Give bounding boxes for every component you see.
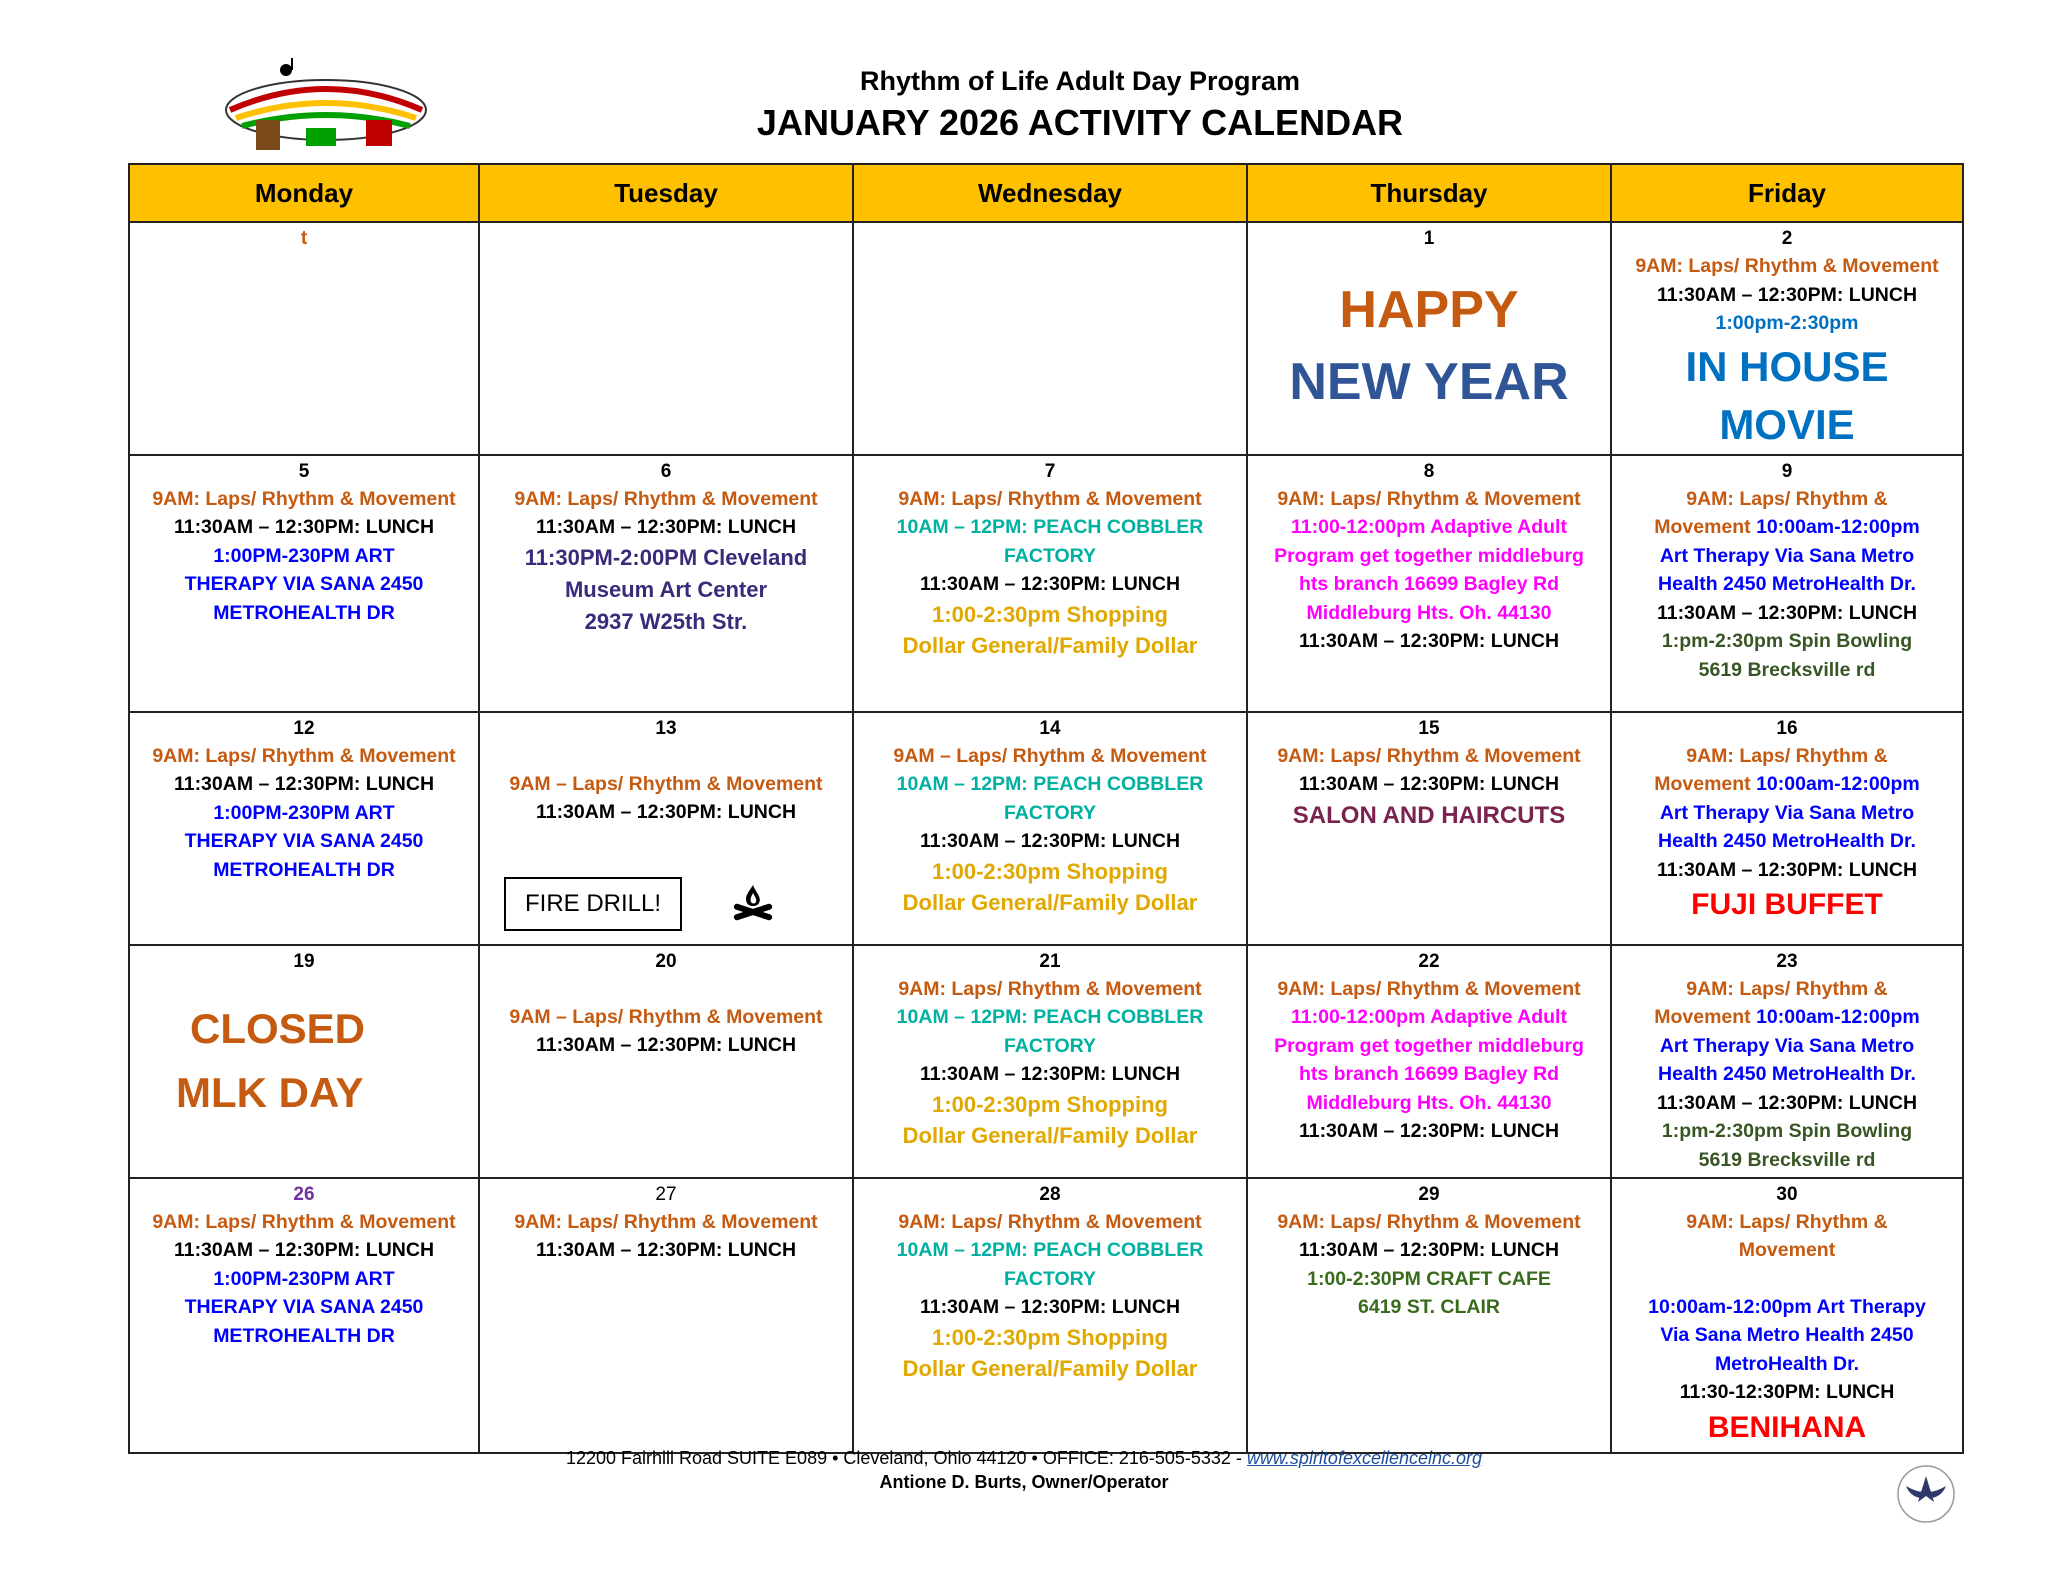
- activity-line: 9AM: Laps/ Rhythm & Movement: [898, 1210, 1202, 1233]
- weekday-wednesday: Wednesday: [853, 164, 1247, 222]
- activity-line: Movement: [1654, 773, 1751, 795]
- day-cell-empty: [479, 222, 853, 455]
- day-cell: [129, 945, 479, 1178]
- activity-line: Via Sana Metro Health 2450: [1660, 1324, 1914, 1346]
- activity-line: 11:30AM – 12:30PM: LUNCH: [1656, 858, 1918, 881]
- activity-line: 1:00-2:30pm Shopping: [932, 1324, 1168, 1350]
- day-number: 30: [1776, 1183, 1798, 1205]
- day-cell: [1611, 945, 1963, 1178]
- day-number: 23: [1776, 950, 1798, 972]
- day-cell: [479, 945, 853, 1178]
- calendar-title: JANUARY 2026 ACTIVITY CALENDAR: [756, 102, 1404, 143]
- activity-line: 11:30AM – 12:30PM: LUNCH: [1298, 1239, 1560, 1261]
- activity-line: 11:30AM – 12:30PM: LUNCH: [919, 830, 1181, 852]
- owner-line: Antione D. Burts, Owner/Operator: [879, 1472, 1169, 1492]
- activity-highlight: BENIHANA: [1707, 1410, 1867, 1444]
- activity-line: 11:30PM-2:00PM Cleveland: [524, 544, 808, 570]
- activity-line: 5619 Brecksville rd: [1698, 658, 1876, 681]
- activity-line: 9AM: Laps/ Rhythm & Movement: [1635, 255, 1939, 277]
- campfire-icon: [730, 883, 776, 925]
- activity-line: 11:30AM – 12:30PM: LUNCH: [1298, 1120, 1560, 1142]
- activity-line: 9AM: Laps/ Rhythm & Movement: [152, 744, 456, 767]
- activity-line: 1:00PM-230PM ART: [213, 544, 395, 567]
- activity-line: Health 2450 MetroHealth Dr.: [1658, 830, 1916, 852]
- activity-line: 11:30AM – 12:30PM: LUNCH: [535, 1239, 797, 1261]
- activity-line: Art Therapy Via Sana Metro: [1659, 801, 1915, 824]
- day-number: 8: [1423, 460, 1435, 482]
- activity-line: 11:30AM – 12:30PM: LUNCH: [919, 1063, 1181, 1085]
- activity-line: 9AM: Laps/ Rhythm & Movement: [1277, 487, 1581, 510]
- activity-highlight: IN HOUSE: [1685, 342, 1889, 390]
- day-cell: [479, 1178, 853, 1453]
- activity-line: 1:pm-2:30pm Spin Bowling: [1661, 1120, 1913, 1142]
- org-title: Rhythm of Life Adult Day Program: [859, 66, 1301, 96]
- activity-line: Dollar General/Family Dollar: [902, 889, 1198, 915]
- activity-line: 1:00-2:30pm Shopping: [932, 601, 1168, 627]
- day-cell: [1247, 222, 1611, 455]
- day-number: 6: [660, 460, 672, 482]
- day-number: 2: [1781, 228, 1793, 249]
- activity-line: 11:30AM – 12:30PM: LUNCH: [173, 1239, 435, 1261]
- activity-line: 11:30AM – 12:30PM: LUNCH: [1298, 773, 1560, 795]
- activity-line: Art Therapy Via Sana Metro: [1659, 1034, 1915, 1057]
- activity-line: Dollar General/Family Dollar: [902, 1355, 1198, 1381]
- activity-line: Museum Art Center: [564, 576, 768, 602]
- activity-line: Dollar General/Family Dollar: [902, 1122, 1198, 1148]
- activity-line: 11:00-12:00pm Adaptive Adult: [1291, 1006, 1567, 1028]
- activity-line: 11:30AM – 12:30PM: LUNCH: [1656, 283, 1918, 306]
- day-number: 1: [1423, 228, 1435, 249]
- activity-line: Movement: [1738, 1239, 1836, 1261]
- weekday-monday: Monday: [129, 164, 479, 222]
- activity-line: 1:00PM-230PM ART: [213, 1267, 395, 1290]
- activity-line: 11:30AM – 12:30PM: LUNCH: [173, 773, 435, 795]
- activity-line: 1:00pm-2:30pm: [1715, 312, 1859, 334]
- activity-line: 9AM: Laps/ Rhythm & Movement: [152, 1210, 456, 1233]
- day-number: 5: [298, 460, 310, 482]
- activity-line: 11:30AM – 12:30PM: LUNCH: [1656, 601, 1918, 624]
- activity-line: 11:30AM – 12:30PM: LUNCH: [919, 573, 1181, 595]
- activity-line: THERAPY VIA SANA 2450: [184, 830, 424, 852]
- activity-line: Program get together middleburg: [1274, 544, 1584, 567]
- activity-line: 10:00am-12:00pm: [1756, 1006, 1920, 1028]
- day-number: 7: [1044, 460, 1056, 482]
- activity-line: 2937 W25th Str.: [584, 608, 748, 634]
- day-number: 28: [1039, 1183, 1061, 1205]
- day-number: 20: [655, 950, 677, 972]
- activity-line: 9AM – Laps/ Rhythm & Movement: [893, 744, 1207, 767]
- activity-line: 10AM – 12PM: PEACH COBBLER: [896, 1006, 1204, 1028]
- activity-line: 11:30AM – 12:30PM: LUNCH: [1298, 630, 1560, 652]
- day-cell: [853, 712, 1247, 945]
- day-cell: [1611, 222, 1963, 455]
- activity-line: FACTORY: [1003, 1034, 1097, 1057]
- activity-line: 9AM: Laps/ Rhythm &: [1686, 487, 1888, 510]
- day-cell: [853, 1178, 1247, 1453]
- excellence-seal-icon: [1896, 1462, 1956, 1526]
- day-cell: [1611, 455, 1963, 712]
- activity-line: 9AM: Laps/ Rhythm & Movement: [1277, 1210, 1581, 1233]
- day-number: 16: [1776, 717, 1798, 739]
- day-cell-empty: [853, 222, 1247, 455]
- activity-line: 9AM: Laps/ Rhythm & Movement: [152, 487, 456, 510]
- day-number: 19: [293, 950, 315, 972]
- day-number: 13: [655, 717, 677, 739]
- day-number: 22: [1418, 950, 1440, 972]
- holiday-text: NEW YEAR: [1289, 353, 1569, 411]
- activity-line: 11:30AM – 12:30PM: LUNCH: [919, 1296, 1181, 1318]
- weekday-header-row: [129, 164, 1963, 222]
- day-cell: [129, 222, 479, 455]
- activity-line: 9AM – Laps/ Rhythm & Movement: [509, 1005, 823, 1028]
- day-number: 27: [655, 1183, 677, 1205]
- activity-line: Health 2450 MetroHealth Dr.: [1658, 1063, 1916, 1085]
- week-row: [129, 1178, 1963, 1453]
- day-cell: [479, 455, 853, 712]
- activity-line: METROHEALTH DR: [213, 601, 395, 624]
- day-cell: [853, 945, 1247, 1178]
- activity-line: hts branch 16699 Bagley Rd: [1298, 573, 1560, 595]
- activity-line: 10:00am-12:00pm: [1756, 516, 1920, 538]
- activity-line: THERAPY VIA SANA 2450: [184, 573, 424, 595]
- activity-line: 6419 ST. CLAIR: [1358, 1296, 1500, 1318]
- day-number: 26: [293, 1183, 315, 1205]
- weekday-friday: Friday: [1611, 164, 1963, 222]
- activity-line: Movement: [1654, 516, 1751, 538]
- activity-line: 9AM – Laps/ Rhythm & Movement: [509, 772, 823, 795]
- activity-line: 1:00-2:30pm Shopping: [932, 1091, 1168, 1117]
- day-number: 12: [293, 717, 315, 739]
- day-cell: [1247, 945, 1611, 1178]
- activity-line: 10AM – 12PM: PEACH COBBLER: [896, 1239, 1204, 1261]
- day-cell: [479, 712, 853, 945]
- activity-highlight: FUJI BUFFET: [1691, 888, 1883, 921]
- day-number: 21: [1039, 950, 1061, 972]
- weekday-thursday: Thursday: [1247, 164, 1611, 222]
- activity-line: 1:00-2:30pm Shopping: [932, 858, 1168, 884]
- day-cell: [1247, 1178, 1611, 1453]
- activity-line: 9AM: Laps/ Rhythm &: [1686, 977, 1888, 1000]
- day-number: t: [300, 228, 308, 249]
- activity-line: METROHEALTH DR: [213, 858, 395, 881]
- activity-line: Program get together middleburg: [1274, 1034, 1584, 1057]
- week-row: [129, 712, 1963, 945]
- activity-line: FACTORY: [1003, 544, 1097, 567]
- activity-line: 1:00-2:30PM CRAFT CAFE: [1307, 1267, 1551, 1290]
- activity-line: 10:00am-12:00pm Art Therapy: [1648, 1295, 1926, 1318]
- activity-line: 9AM: Laps/ Rhythm &: [1686, 744, 1888, 767]
- footer: [0, 1446, 2048, 1494]
- activity-line: 11:30AM – 12:30PM: LUNCH: [535, 1034, 797, 1056]
- activity-line: hts branch 16699 Bagley Rd: [1298, 1063, 1560, 1085]
- activity-line: 9AM: Laps/ Rhythm & Movement: [898, 977, 1202, 1000]
- activity-line: 5619 Brecksville rd: [1698, 1148, 1876, 1171]
- activity-line: 1:pm-2:30pm Spin Bowling: [1661, 630, 1913, 652]
- activity-line: 9AM: Laps/ Rhythm & Movement: [898, 487, 1202, 510]
- week-row: [129, 945, 1963, 1178]
- day-cell: [129, 712, 479, 945]
- activity-line: Middleburg Hts. Oh. 44130: [1306, 1091, 1552, 1114]
- activity-line: THERAPY VIA SANA 2450: [184, 1296, 424, 1318]
- activity-line: 9AM: Laps/ Rhythm & Movement: [1277, 977, 1581, 1000]
- day-cell: [129, 455, 479, 712]
- day-cell: [1247, 455, 1611, 712]
- activity-line: FACTORY: [1003, 801, 1097, 824]
- activity-line: Movement: [1654, 1006, 1751, 1028]
- activity-line: 10:00am-12:00pm: [1756, 773, 1920, 795]
- activity-line: 9AM: Laps/ Rhythm &: [1686, 1210, 1888, 1233]
- activity-line: 10AM – 12PM: PEACH COBBLER: [896, 516, 1204, 538]
- day-number: 29: [1418, 1183, 1440, 1205]
- program-logo: [216, 58, 436, 158]
- activity-line: 11:30AM – 12:30PM: LUNCH: [1656, 1091, 1918, 1114]
- day-cell: [1247, 712, 1611, 945]
- activity-line: FACTORY: [1003, 1267, 1097, 1290]
- activity-line: MetroHealth Dr.: [1714, 1352, 1860, 1375]
- week-row: [129, 455, 1963, 712]
- day-number: 15: [1418, 717, 1440, 739]
- activity-line: 11:30-12:30PM: LUNCH: [1679, 1381, 1895, 1403]
- closed-text: CLOSED: [190, 1004, 366, 1052]
- activity-line: SALON AND HAIRCUTS: [1292, 801, 1566, 829]
- day-number: 9: [1781, 460, 1793, 482]
- activity-line: METROHEALTH DR: [213, 1324, 395, 1347]
- activity-line: Dollar General/Family Dollar: [902, 632, 1198, 658]
- activity-calendar: [128, 163, 1964, 1454]
- week-row: [129, 222, 1963, 455]
- day-cell: [1611, 712, 1963, 945]
- header: [580, 64, 1580, 148]
- day-cell: [1611, 1178, 1963, 1453]
- activity-line: 9AM: Laps/ Rhythm & Movement: [514, 1210, 818, 1233]
- activity-line: 11:30AM – 12:30PM: LUNCH: [173, 516, 435, 538]
- holiday-text: HAPPY: [1339, 281, 1519, 339]
- activity-line: Health 2450 MetroHealth Dr.: [1658, 573, 1916, 595]
- activity-line: 11:30AM – 12:30PM: LUNCH: [535, 516, 797, 538]
- day-number: 14: [1039, 717, 1061, 739]
- activity-line: 10AM – 12PM: PEACH COBBLER: [896, 773, 1204, 795]
- day-cell: [129, 1178, 479, 1453]
- activity-line: Art Therapy Via Sana Metro: [1659, 544, 1915, 567]
- closed-text: MLK DAY: [176, 1068, 364, 1116]
- activity-highlight: MOVIE: [1719, 400, 1855, 448]
- activity-line: 11:30AM – 12:30PM: LUNCH: [535, 801, 797, 823]
- website-link[interactable]: www.spiritofexcellenceinc.org: [1246, 1448, 1483, 1468]
- activity-line: 1:00PM-230PM ART: [213, 801, 395, 824]
- footer-address: 12200 Fairhill Road SUITE E089 • Cleveland, Ohio 44120 • OFFICE: 216-505-5332 -: [565, 1448, 1247, 1468]
- activity-line: 9AM: Laps/ Rhythm & Movement: [514, 487, 818, 510]
- activity-line: 11:00-12:00pm Adaptive Adult: [1291, 516, 1567, 538]
- day-cell: [853, 455, 1247, 712]
- weekday-tuesday: Tuesday: [479, 164, 853, 222]
- fire-drill-note: FIRE DRILL!: [504, 877, 682, 931]
- activity-line: 9AM: Laps/ Rhythm & Movement: [1277, 744, 1581, 767]
- activity-line: Middleburg Hts. Oh. 44130: [1306, 601, 1552, 624]
